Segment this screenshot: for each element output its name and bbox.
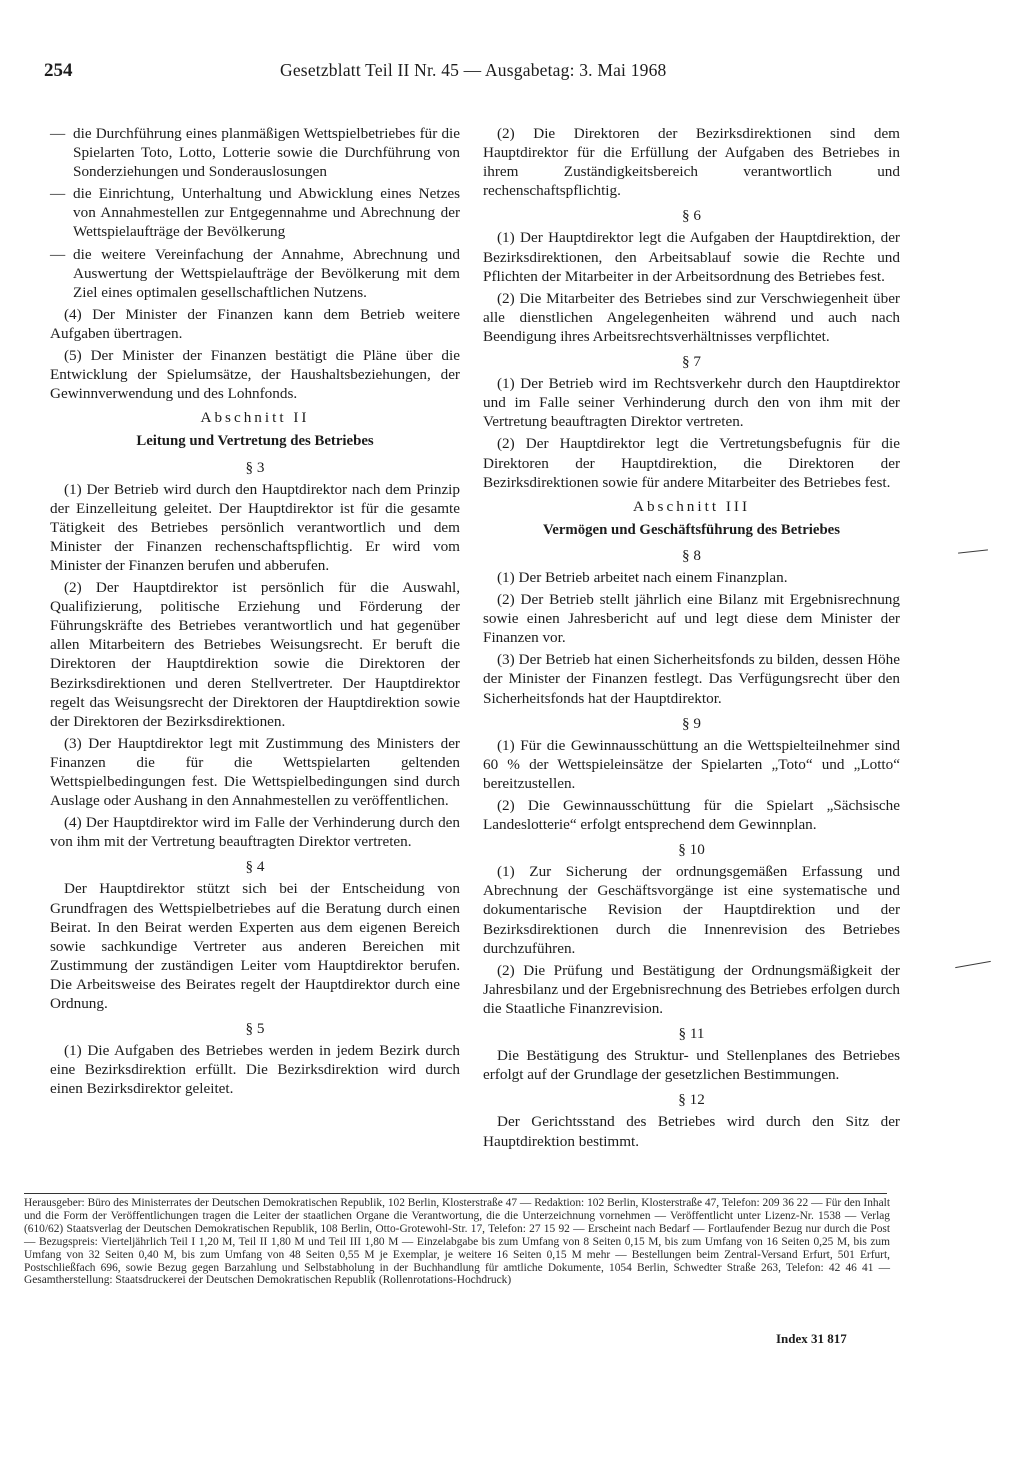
paragraph-sign-12: § 12 bbox=[678, 1091, 705, 1109]
paragraph-6-2: (2) Die Mitarbeiter des Betriebes sind zur Verschwiegenheit über alle dienstlichen Angelegenheiten während und auch nach Beendigung ihres Arbeitsrechtsverhältnisses verpflichtet. bbox=[483, 289, 900, 345]
paragraph-3-2: (2) Der Hauptdirektor ist persönlich für die Auswahl, Qualifizierung, politische Erziehung und Förderung der Führungskräfte des Betriebes verantwortlich und hat gegenüber allen Mitarbeitern des Betriebes Weisungsrecht. Er beruft die Direktoren der Hauptdirektion sowie die Direktoren der Bezirksdirektionen und deren Stellvertreter. Der Hauptdirektor regelt das Weisungsrecht der Direktoren der Hauptdirektion sowie der Direktoren der Bezirksdirektionen. bbox=[50, 579, 460, 730]
margin-pen-mark bbox=[955, 961, 991, 968]
list-item: — die Durchführung eines planmäßigen Wettspielbetriebes für die Spielarten Toto, Lotto, Lotterie sowie die Durchführung von Sonderziehungen und Sonderauslosungen bbox=[50, 124, 460, 181]
footer-divider bbox=[24, 1193, 887, 1194]
paragraph-sign-5: § 5 bbox=[245, 1020, 265, 1038]
paragraph-2-5: (5) Der Minister der Finanzen bestätigt die Pläne über die Entwicklung der Spielumsätze, der Haushaltsbeziehungen, der Gewinnverwendung und des Lohnfonds. bbox=[50, 347, 460, 403]
right-column bbox=[483, 124, 900, 1199]
paragraph-sign-11: § 11 bbox=[678, 1025, 705, 1043]
paragraph-11: Die Bestätigung des Struktur- und Stellenplanes des Betriebes erfolgt auf der Grundlage der gesetzlichen Bestimmungen. bbox=[483, 1047, 900, 1084]
paragraph-12: Der Gerichtsstand des Betriebes wird durch den Sitz der Hauptdirektion bestimmt. bbox=[483, 1113, 900, 1150]
section-heading-abschnitt-2: Abschnitt II bbox=[200, 409, 310, 427]
paragraph-sign-4: § 4 bbox=[245, 858, 265, 876]
paragraph-sign-9: § 9 bbox=[682, 714, 701, 732]
paragraph-9-1: (1) Für die Gewinnausschüttung an die Wettspielteilnehmer sind 60 % der Wettspieleinsätze der Spielarten „Toto“ und „Lotto“ bereitzustellen. bbox=[483, 736, 900, 792]
paragraph-9-2: (2) Die Gewinnausschüttung für die Spielart „Sächsische Landeslotterie“ erfolgt entsprechend dem Gewinnplan. bbox=[483, 797, 900, 834]
section-title-vermoegen: Vermögen und Geschäftsführung des Betriebes bbox=[542, 521, 841, 538]
index-number: Index 31 817 bbox=[776, 1331, 847, 1346]
paragraph-8-1: (1) Der Betrieb arbeitet nach einem Finanzplan. bbox=[497, 568, 788, 586]
paragraph-3-3: (3) Der Hauptdirektor legt mit Zustimmung des Ministers der Finanzen die für die Wettspielarten geltenden Wettspielbedingungen fest. Die Wettspielbedingungen sind durch Auslage oder Aushang in den Annahmestellen zu veröffentlichen. bbox=[50, 734, 460, 810]
paragraph-8-3: (3) Der Betrieb hat einen Sicherheitsfonds zu bilden, dessen Höhe der Minister der Finanzen festlegt. Das Verfügungsrecht über den Sicherheitsfonds hat der Hauptdirektor. bbox=[483, 651, 900, 707]
paragraph-sign-10: § 10 bbox=[678, 841, 705, 859]
paragraph-10-2: (2) Die Prüfung und Bestätigung der Ordnungsmäßigkeit der Jahresbilanz und der Ergebnisrechnung des Betriebes erfolgen durch die Staatliche Finanzrevision. bbox=[483, 961, 900, 1017]
left-column bbox=[50, 124, 460, 1186]
section-heading-abschnitt-3: Abschnitt III bbox=[632, 497, 751, 515]
paragraph-sign-7: § 7 bbox=[682, 353, 701, 371]
paragraph-7-1: (1) Der Betrieb wird im Rechtsverkehr durch den Hauptdirektor und im Falle seiner Verhinderung durch den von ihm mit der Vertretung beauftragten Direktor vertreten. bbox=[483, 375, 900, 431]
paragraph-3-4: (4) Der Hauptdirektor wird im Falle der Verhinderung durch den von ihm mit der Vertretung beauftragten Direktor vertreten. bbox=[50, 814, 460, 851]
running-title: Gesetzblatt Teil II Nr. 45 — Ausgabetag: 3. Mai 1968 bbox=[280, 60, 667, 80]
paragraph-4: Der Hauptdirektor stützt sich bei der Entscheidung von Grundfragen des Wettspielbetriebes auf die Beratung durch einen Beirat. In den Beirat werden Experten aus dem eigenen Bereich sowie sachkundige Vertreter aus anderen Bereichen mit Zustimmung der zuständigen Leiter vom Hauptdirektor berufen. Die Arbeitsweise des Beirates regelt der Hauptdirektor durch eine Ordnung. bbox=[50, 880, 460, 1013]
list-item: — die Einrichtung, Unterhaltung und Abwicklung eines Netzes von Annahmestellen zur Entgegennahme und Abrechnung der Wettspielaufträge der Bevölkerung bbox=[50, 184, 460, 241]
paragraph-sign-8: § 8 bbox=[682, 546, 701, 564]
paragraph-sign-6: § 6 bbox=[682, 207, 701, 225]
paragraph-8-2: (2) Der Betrieb stellt jährlich eine Bilanz mit Ergebnisrechnung sowie einen Jahresbericht auf und legt diese dem Minister der Finanzen vor. bbox=[483, 591, 900, 647]
paragraph-7-2: (2) Der Hauptdirektor legt die Vertretungsbefugnis für die Direktoren der Hauptdirektion, die Direktoren der Bezirksdirektionen sowie für andere Mitarbeiter des Betriebes fest. bbox=[483, 435, 900, 491]
paragraph-6-1: (1) Der Hauptdirektor legt die Aufgaben der Hauptdirektion, der Bezirksdirektionen, den Arbeitsablauf sowie die Rechte und Pflichten der Mitarbeiter in der Arbeitsordnung des Betriebes fest. bbox=[483, 229, 900, 285]
paragraph-sign-3: § 3 bbox=[245, 458, 265, 476]
paragraph-10-1: (1) Zur Sicherung der ordnungsgemäßen Erfassung und Abrechnung der Geschäftsvorgänge ist eine systematische und dokumentarische Revision der Hauptdirektion und der Bezirksdirektionen durch die Innenrevision des Betriebes durchzuführen. bbox=[483, 863, 900, 957]
section-title-leitung: Leitung und Vertretung des Betriebes bbox=[136, 433, 374, 450]
page-number: 254 bbox=[44, 60, 73, 81]
paragraph-5-2: (2) Die Direktoren der Bezirksdirektionen sind dem Hauptdirektor für die Erfüllung der Aufgaben des Betriebes in ihrem Zuständigkeitsbereich verantwortlich und rechenschaftspflichtig. bbox=[483, 125, 900, 200]
list-item: — die weitere Vereinfachung der Annahme, Abrechnung und Auswertung der Wettspielaufträge der Bevölkerung mit dem Ziel eines optimalen gesellschaftlichen Nutzens. bbox=[50, 245, 460, 302]
paragraph-5-1: (1) Die Aufgaben des Betriebes werden in jedem Bezirk durch eine Bezirksdirektion erfüllt. Die Bezirksdirektion wird durch einen Bezirksdirektor geleitet. bbox=[50, 1042, 460, 1098]
margin-pen-mark bbox=[958, 549, 988, 553]
paragraph-2-4: (4) Der Minister der Finanzen kann dem Betrieb weitere Aufgaben übertragen. bbox=[50, 305, 460, 342]
imprint-text: Herausgeber: Büro des Ministerrates der Deutschen Demokratischen Republik, 102 Berlin, Klosterstraße 47 — Redaktion: 102 Berlin, Klosterstraße 47, Telefon: 209 36 22 — Für den Inhalt und die Form der Veröffentlichungen tragen die Leiter der staatlichen Organe die Verantwortung, die die Unterzeichnung vornehmen — Veröffentlicht unter Lizenz-Nr. 1538 — Verlag (610/62) Staatsverlag der Deutschen Demokratischen Republik, 108 Berlin, Otto-Grotewohl-Str. 17, Telefon: 27 15 92 — Erscheint nach Bedarf — Fortlaufender Bezug nur durch die Post — Bezugspreis: Vierteljährlich Teil I 1,20 M, Teil II 1,80 M und Teil III 1,80 M — Einzelabgabe bis zum Umfang von 8 Seiten 0,15 M, bis zum Umfang von 16 Seiten 0,25 M, bis zum Umfang von 32 Seiten 0,40 M, bis zum Umfang von 48 Seiten 0,55 M je Exemplar, je weitere 16 Seiten 0,15 M mehr — Bestellungen beim Zentral-Versand Erfurt, 501 Erfurt, Postschließfach 696, sowie Bezug gegen Barzahlung und Selbstabholung in der Buchhandlung für amtliche Dokumente, 1054 Berlin, Schwedter Straße 263, Telefon: 42 46 41 — Gesamtherstellung: Staatsdruckerei der Deutschen Demokratischen Republik (Rollenrotations-Hochdruck) bbox=[24, 1197, 890, 1287]
page-header bbox=[44, 58, 864, 98]
paragraph-3-1: (1) Der Betrieb wird durch den Hauptdirektor nach dem Prinzip der Einzelleitung geleitet. Der Hauptdirektor ist für die gesamte Tätigkeit des Betriebes persönlich verantwortlich und dem Minister der Finanzen rechenschaftspflichtig. Er wird vom Minister der Finanzen berufen und abberufen. bbox=[50, 480, 460, 574]
